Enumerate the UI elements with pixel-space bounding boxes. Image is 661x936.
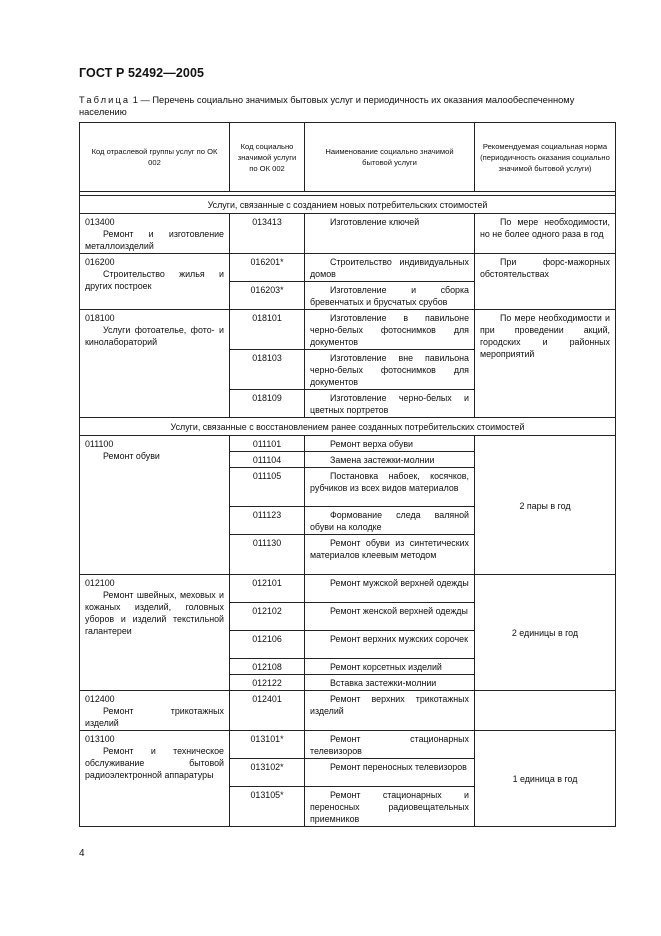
service-code: 012122 [230,675,305,691]
norm-cell [475,254,616,310]
document-title: ГОСТ Р 52492—2005 [79,66,205,80]
group-cell [80,436,230,575]
service-name-cell [305,282,475,310]
group-code: 018100 [85,313,115,323]
service-name-cell [305,214,475,254]
table-header-row [80,123,616,192]
service-name-cell [305,310,475,350]
service-name-cell [305,575,475,603]
service-name: Ремонт женской верхней одежды [330,606,468,616]
service-name-cell [305,254,475,282]
group-cell [80,310,230,418]
group-cell [80,691,230,731]
service-name: Ремонт стационарных телевизоров [310,734,469,756]
header-service-name: Наименование социально значимой бытовой услуги [305,123,475,192]
group-name: Ремонт и изготовление металлоизделий [85,229,224,251]
service-code: 016203* [230,282,305,310]
service-name-cell [305,787,475,827]
table-row [80,691,616,731]
table-row [80,214,616,254]
service-name-cell [305,691,475,731]
group-cell [80,575,230,691]
norm-cell [475,436,616,575]
service-name-cell [305,468,475,507]
norm-cell [475,214,616,254]
service-name: Постановка набоек, косячков, рубчиков из всех видов материалов [310,471,469,493]
table-row [80,310,616,350]
service-name: Вставка застежки-молнии [330,678,437,688]
header-social-norm: Рекомендуемая социальная норма (периодичность оказания социально значимой бытовой услуги) [475,123,616,192]
service-name-cell [305,390,475,418]
group-name: Ремонт обуви [103,451,160,461]
services-table [79,122,616,827]
norm-text: 2 единицы в год [511,628,579,638]
service-code: 018101 [230,310,305,350]
section-title: Услуги, связанные с созданием новых потребительских стоимостей [80,196,616,214]
table-row [80,575,616,603]
group-code: 013400 [85,217,115,227]
service-name-cell [305,759,475,787]
service-code: 012106 [230,631,305,659]
norm-cell [475,575,616,691]
group-name: Ремонт швейных, меховых и кожаных изделий, головных уборов и изделий текстильной галантереи [85,590,224,636]
service-name: Изготовление в павильоне черно-белых фотоснимков для документов [310,313,469,347]
service-name: Ремонт стационарных и переносных радиовещательных приемников [310,790,469,824]
norm-text: По мере необходимости, но не более одного раза в год [480,217,610,239]
group-name: Ремонт и техническое обслуживание бытовой радиоэлектронной аппаратуры [85,746,224,780]
norm-text: 2 пары в год [519,500,571,511]
group-code: 013100 [85,734,115,744]
service-code: 012101 [230,575,305,603]
service-name-cell [305,731,475,759]
service-code: 011130 [230,535,305,575]
service-code: 013105* [230,787,305,827]
group-name: Ремонт трикотажных изделий [85,706,224,728]
service-name-cell [305,436,475,452]
group-cell [80,731,230,827]
group-code: 012400 [85,694,115,704]
service-name-cell [305,535,475,575]
service-name-cell [305,350,475,390]
service-code: 011101 [230,436,305,452]
service-name-cell [305,507,475,535]
table-caption [79,95,619,118]
group-name: Услуги фотоательe, фото- и кинолабораторий [85,325,224,347]
service-name-cell [305,603,475,631]
service-code: 012401 [230,691,305,731]
service-name: Строительство индивидуальных домов [310,257,469,279]
service-name: Изготовление ключей [330,217,420,227]
service-code: 012102 [230,603,305,631]
service-name: Ремонт верхних мужских сорочек [330,634,468,644]
caption-label: Таблица [79,95,131,105]
service-code: 016201* [230,254,305,282]
page-number: 4 [79,848,85,859]
norm-cell [475,310,616,418]
service-name: Ремонт обуви из синтетических материалов клеевым методом [310,538,469,560]
header-service-code: Код социально значимой услуги по ОК 002 [230,123,305,192]
service-name: Изготовление вне павильона черно-белых фотоснимков для документов [310,353,469,387]
group-code: 016200 [85,257,115,267]
service-code: 013101* [230,731,305,759]
section-title: Услуги, связанные с восстановлением ранее созданных потребительских стоимостей [80,418,616,436]
header-group-code: Код отраслевой группы услуг по ОК 002 [80,123,230,192]
group-name: Строительство жилья и других построек [85,269,224,291]
group-code: 011100 [85,439,114,449]
table-row [80,436,616,452]
section-row [80,196,616,214]
service-name: Ремонт мужской верхней одежды [330,578,469,588]
service-name: Формование следа валяной обуви на колодке [310,510,469,532]
section-row [80,418,616,436]
service-name-cell [305,659,475,675]
service-name-cell [305,675,475,691]
norm-cell [475,691,616,731]
group-cell [80,214,230,254]
norm-text: По мере необходимости и при проведении акций, городских и районных мероприятий [480,313,610,359]
service-code: 011104 [230,452,305,468]
service-code: 013102* [230,759,305,787]
service-name-cell [305,631,475,659]
table-row [80,731,616,759]
service-code: 011123 [230,507,305,535]
group-code: 012100 [85,578,115,588]
service-name: Ремонт корсетных изделий [330,662,442,672]
service-name-cell [305,452,475,468]
service-name: Ремонт верха обуви [330,439,413,449]
norm-text: При форс-мажорных обстоятельствах [480,257,610,279]
service-name: Изготовление черно-белых и цветных портретов [310,393,469,415]
service-code: 013413 [230,214,305,254]
service-name: Изготовление и сборка бревенчатых и брусчатых срубов [310,285,469,307]
group-cell [80,254,230,310]
service-code: 018103 [230,350,305,390]
table-row [80,254,616,282]
service-name: Ремонт переносных телевизоров [330,762,467,772]
service-code: 011105 [230,468,305,507]
service-name: Ремонт верхних трикотажных изделий [310,694,469,716]
caption-text: 1 — Перечень социально значимых бытовых услуг и периодичность их оказания малообеспеченному населению [79,95,575,117]
norm-cell [475,731,616,827]
service-name: Замена застежки-молнии [330,455,435,465]
norm-text: 1 единица в год [512,774,578,784]
service-code: 012108 [230,659,305,675]
service-code: 018109 [230,390,305,418]
